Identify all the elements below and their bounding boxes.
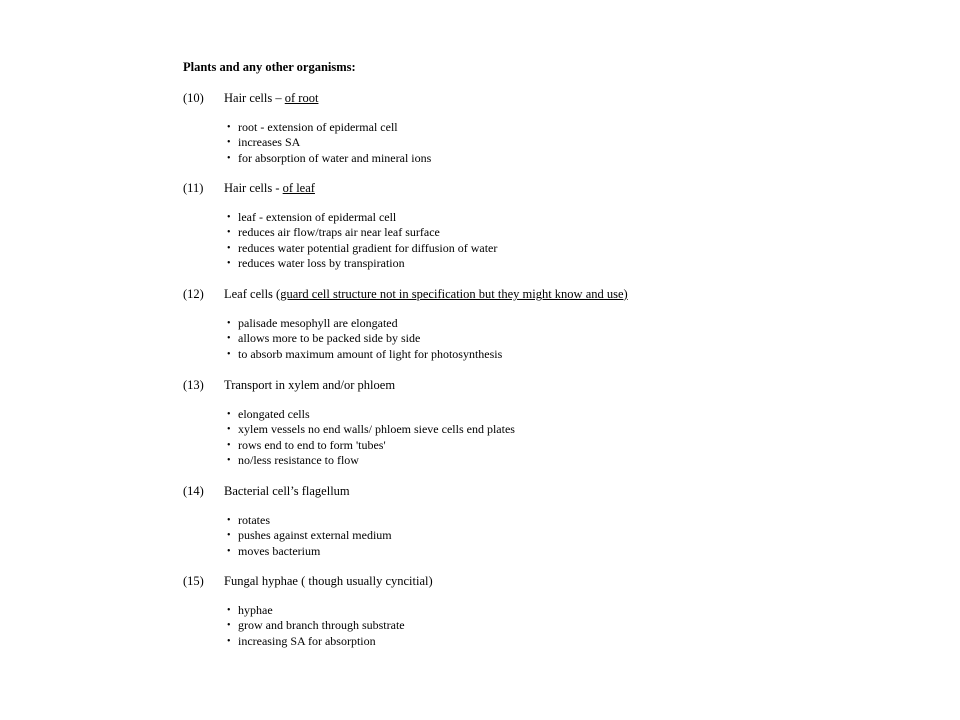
section-15 (183, 573, 743, 649)
section-heading (183, 286, 743, 302)
section-number: (10) (183, 91, 204, 105)
bullet-icon: • (227, 227, 231, 239)
list-item: • pushes against external medium (227, 528, 392, 543)
bullet-list (183, 513, 743, 559)
bullet-icon: • (227, 530, 231, 542)
section-number: (11) (183, 181, 204, 195)
list-item: • xylem vessels no end walls/ phloem sieve cells end plates (227, 422, 515, 437)
bullet-icon: • (227, 137, 231, 149)
list-item: • reduces water potential gradient for diffusion of water (227, 240, 498, 255)
bullet-icon: • (227, 318, 231, 329)
list-item: • rotates (227, 513, 270, 527)
bullet-icon: • (227, 212, 231, 223)
list-item: • increases SA (227, 135, 301, 150)
bullet-icon: • (227, 439, 231, 451)
section-title: Bacterial cell’s flagellum (224, 484, 350, 498)
section-number: (13) (183, 378, 204, 392)
section-13 (183, 377, 743, 469)
section-title: Fungal hyphae ( though usually cyncitial) (224, 574, 433, 588)
bullet-list (183, 603, 743, 649)
list-item: • no/less resistance to flow (227, 453, 359, 468)
section-title: Leaf cells (guard cell structure not in specification but they might know and use) (224, 287, 628, 301)
list-item: • elongated cells (227, 407, 310, 421)
section-heading (183, 573, 743, 589)
bullet-icon: • (227, 333, 231, 345)
section-heading (183, 377, 743, 393)
document-title: Plants and any other organisms: (183, 60, 356, 74)
list-item: • reduces air flow/traps air near leaf surface (227, 225, 440, 240)
bullet-icon: • (227, 242, 231, 254)
section-title: Transport in xylem and/or phloem (224, 378, 396, 392)
section-heading (183, 180, 743, 196)
section-number: (12) (183, 287, 204, 301)
list-item: • rows end to end to form 'tubes' (227, 437, 386, 452)
bullet-icon: • (227, 122, 231, 133)
bullet-icon: • (227, 348, 231, 360)
bullet-list (183, 120, 743, 166)
bullet-icon: • (227, 424, 231, 436)
list-item: • increasing SA for absorption (227, 633, 376, 648)
bullet-icon: • (227, 258, 231, 270)
list-item: • hyphae (227, 603, 273, 617)
section-number: (14) (183, 484, 204, 498)
list-item: • for absorption of water and mineral ions (227, 150, 432, 165)
bullet-icon: • (227, 152, 231, 164)
bullet-icon: • (227, 409, 231, 420)
section-title: Hair cells – of root (224, 91, 319, 105)
list-item: • leaf - extension of epidermal cell (227, 210, 397, 224)
bullet-list (183, 210, 743, 272)
list-item: • grow and branch through substrate (227, 618, 405, 633)
bullet-icon: • (227, 605, 231, 616)
list-item: • to absorb maximum amount of light for photosynthesis (227, 346, 503, 361)
section-12 (183, 286, 743, 362)
list-item: • moves bacterium (227, 543, 321, 558)
section-heading (183, 90, 743, 106)
list-item: • palisade mesophyll are elongated (227, 316, 398, 330)
bullet-icon: • (227, 620, 231, 632)
bullet-icon: • (227, 545, 231, 557)
bullet-icon: • (227, 515, 231, 526)
list-item: • reduces water loss by transpiration (227, 256, 405, 271)
section-number: (15) (183, 574, 204, 588)
bullet-list (183, 407, 743, 469)
bullet-list (183, 316, 743, 362)
list-item: • root - extension of epidermal cell (227, 120, 398, 134)
section-title: Hair cells - of leaf (224, 181, 315, 195)
section-14 (183, 483, 743, 559)
list-item: • allows more to be packed side by side (227, 331, 421, 346)
bullet-icon: • (227, 455, 231, 467)
bullet-icon: • (227, 635, 231, 647)
section-10 (183, 90, 743, 166)
section-11 (183, 180, 743, 272)
section-heading (183, 483, 743, 499)
